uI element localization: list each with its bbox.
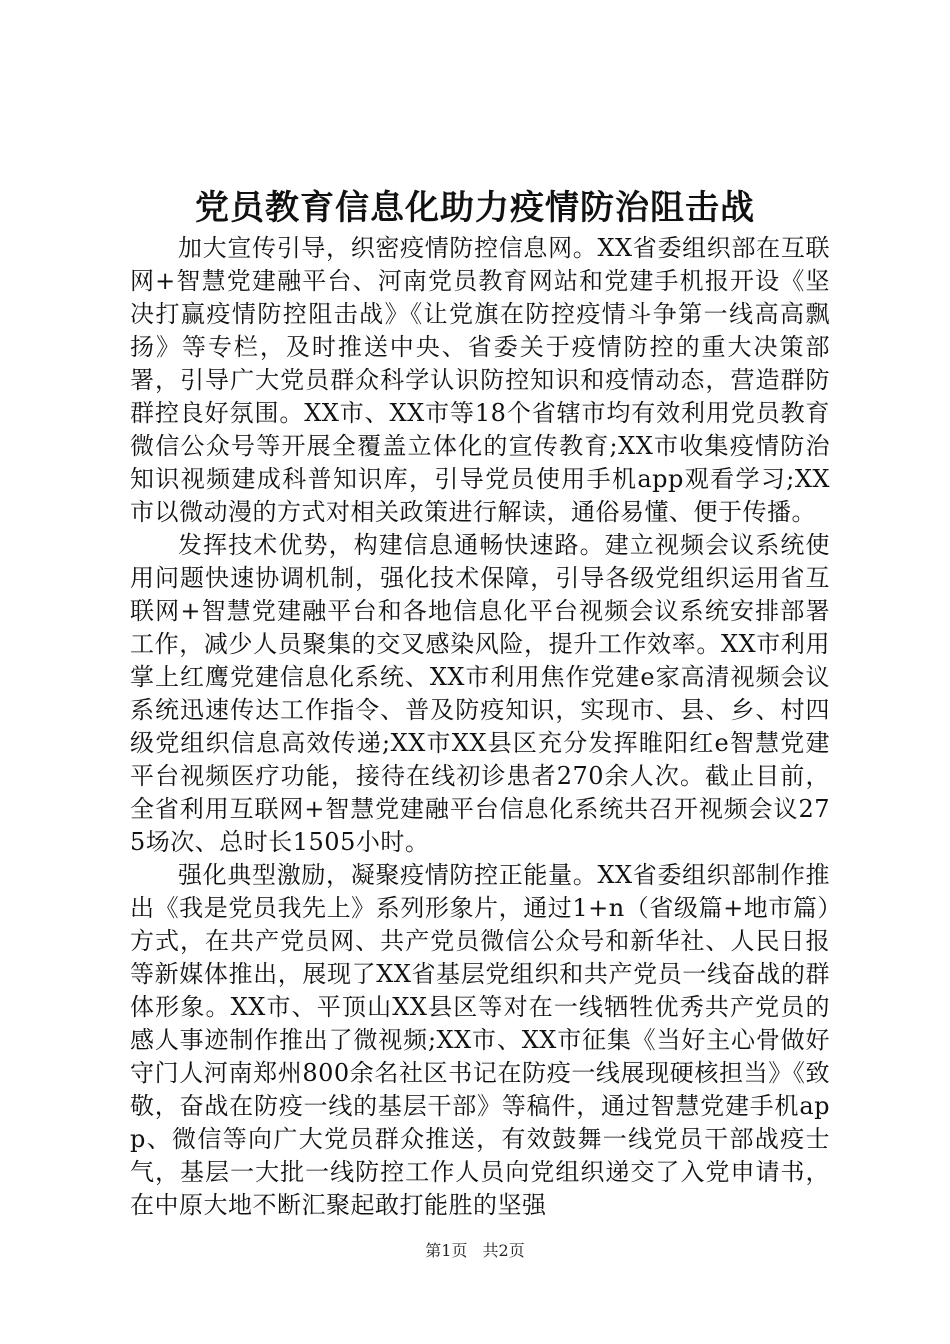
paragraph-1: 加大宣传引导，织密疫情防控信息网。XX省委组织部在互联网+智慧党建融平台、河南党员教育网站和党建手机报开设《坚决打赢疫情防控阻击战》《让党旗在防控疫情斗争第一线高高飘扬》等专栏，及时推送中央、省委关于疫情防控的重大决策部署，引导广大党员群众科学认识防控知识和疫情动态，营造群防群控良好氛围。XX市、XX市等18个省辖市均有效利用党员教育微信公众号等开展全覆盖立体化的宣传教育;XX市收集疫情防治知识视频建成科普知识库，引导党员使用手机app观看学习;XX市以微动漫的方式对相关政策进行解读，通俗易懂、便于传播。 bbox=[130, 234, 830, 526]
document-body bbox=[130, 232, 830, 1222]
paragraph-2: 发挥技术优势，构建信息通畅快速路。建立视频会议系统使用问题快速协调机制，强化技术保障，引导各级党组织运用省互联网+智慧党建融平台和各地信息化平台视频会议系统安排部署工作，减少人员聚集的交叉感染风险，提升工作效率。XX市利用掌上红鹰党建信息化系统、XX市利用焦作党建e家高清视频会议系统迅速传达工作指令、普及防疫知识，实现市、县、乡、村四级党组织信息高效传递;XX市XX县区充分发挥睢阳红e智慧党建平台视频医疗功能，接待在线初诊患者270余人次。截止目前，全省利用互联网+智慧党建融平台信息化系统共召开视频会议275场次、总时长1505小时。 bbox=[130, 531, 830, 856]
page-number: 第1页 bbox=[425, 1241, 468, 1260]
paragraph-3: 强化典型激励，凝聚疫情防控正能量。XX省委组织部制作推出《我是党员我先上》系列形象片，通过1+n（省级篇+地市篇）方式，在共产党员网、共产党员微信公众号和新华社、人民日报等新媒体推出，展现了XX省基层党组织和共产党员一线奋战的群体形象。XX市、平顶山XX县区等对在一线牺牲优秀共产党员的感人事迹制作推出了微视频;XX市、XX市征集《当好主心骨做好守门人河南郑州800余名社区书记在防疫一线展现硬核担当》《致敬，奋战在防疫一线的基层干部》等稿件，通过智慧党建手机app、微信等向广大党员群众推送，有效鼓舞一线党员干部战疫士气，基层一大批一线防控工作人员向党组织递交了入党申请书，在中原大地不断汇聚起敢打能胜的坚强 bbox=[130, 861, 830, 1219]
page-total: 共2页 bbox=[482, 1241, 525, 1260]
page-footer bbox=[0, 1240, 950, 1262]
document-title: 党员教育信息化助力疫情防治阻击战 bbox=[195, 188, 755, 228]
